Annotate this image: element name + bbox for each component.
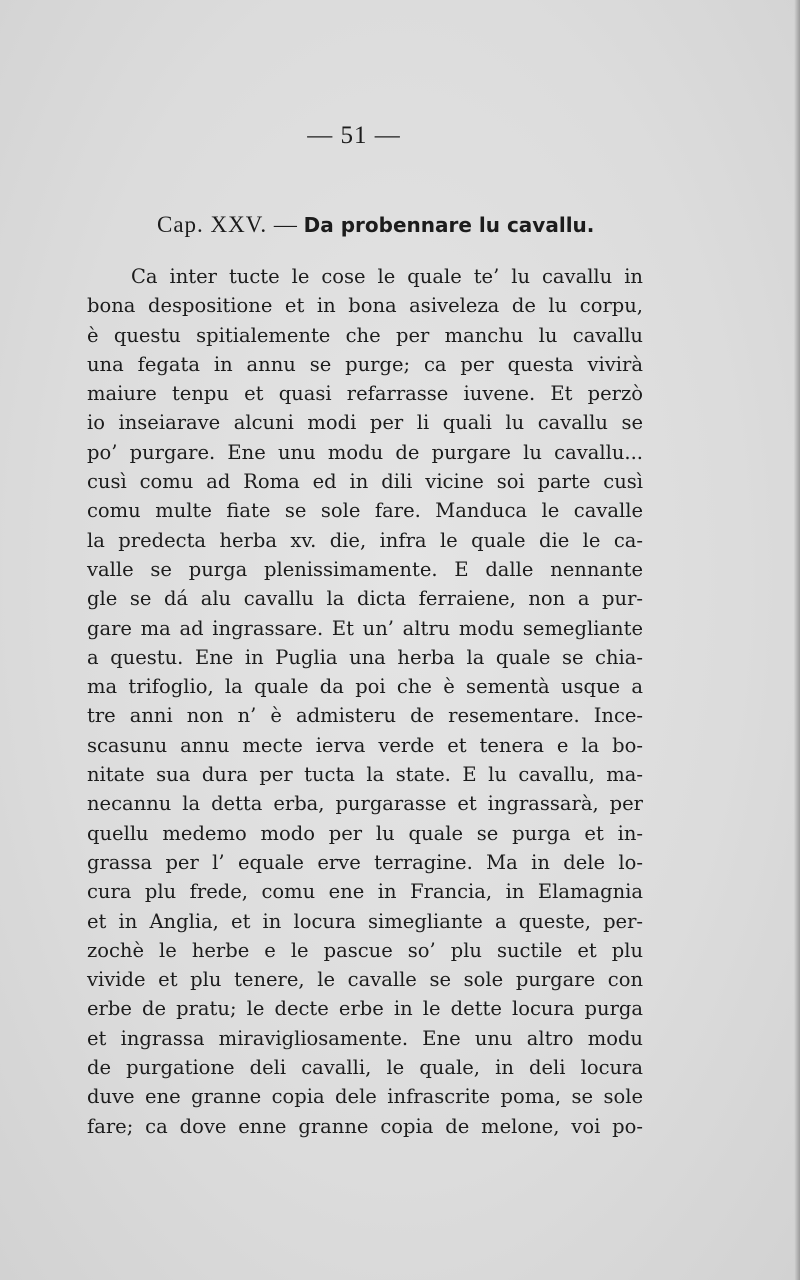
text-line: è questu spitialemente che per manchu lu cavallu: [87, 323, 643, 347]
chapter-label: Cap. XXV. —: [157, 212, 298, 237]
text-line: scasunu annu mecte ierva verde et tenera e la bo-: [87, 733, 643, 757]
text-line: a questu. Ene in Puglia una herba la quale se chia-: [87, 645, 643, 669]
text-line: una fegata in annu se purge; ca per questa vivirà: [87, 352, 643, 376]
text-line: maiure tenpu et quasi refarrasse iuvene. Et perzò: [87, 382, 643, 406]
text-line: bona despositione et in bona asiveleza de lu corpu,: [87, 294, 643, 318]
text-line: et ingrassa miravigliosamente. Ene unu altro modu: [87, 1026, 643, 1050]
text-line: po’ purgare. Ene unu modu de purgare lu cavallu...: [87, 440, 643, 464]
body-text: [87, 262, 643, 1141]
text-line: cusì comu ad Roma ed in dili vicine soi parte cusì: [87, 470, 643, 494]
chapter-heading: [157, 212, 594, 238]
text-line: gare ma ad ingrassare. Et un’ altru modu semegliante: [87, 616, 643, 640]
text-line: necannu la detta erba, purgarasse et ingrassarà, per: [87, 792, 643, 816]
text-line: quellu medemo modo per lu quale se purga et in-: [87, 821, 643, 845]
text-line: zochè le herbe e le pascue so’ plu suctile et plu: [87, 938, 643, 962]
text-line: duve ene granne copia dele infrascrite poma, se sole: [87, 1085, 643, 1109]
text-line: de purgatione deli cavalli, le quale, in deli locura: [87, 1056, 643, 1080]
text-line: cura plu frede, comu ene in Francia, in Elamagnia: [87, 880, 643, 904]
page-edge-shadow: [794, 0, 800, 1280]
text-line: fare; ca dove enne granne copia de melone, voi po-: [87, 1114, 643, 1138]
chapter-title: Da probennare lu cavallu.: [303, 213, 595, 237]
text-line: erbe de pratu; le decte erbe in le dette locura purga: [87, 997, 643, 1021]
text-line: nitate sua dura per tucta la state. E lu cavallu, ma-: [87, 763, 643, 787]
text-line: et in Anglia, et in locura simegliante a queste, per-: [87, 909, 643, 933]
text-line: io inseiarave alcuni modi per li quali lu cavallu se: [87, 411, 643, 435]
text-line: grassa per l’ equale erve terragine. Ma in dele lo-: [87, 850, 643, 874]
text-line: la predecta herba xv. die, infra le quale die le ca-: [87, 528, 643, 552]
text-line: ma trifoglio, la quale da poi che è sementà usque a: [87, 675, 643, 699]
text-line: valle se purga plenissimamente. E dalle nennante: [87, 557, 643, 581]
page-number: — 51 —: [307, 122, 401, 149]
text-line: comu multe fiate se sole fare. Manduca le cavalle: [87, 499, 643, 523]
text-line: gle se dá alu cavallu la dicta ferraiene, non a pur-: [87, 587, 643, 611]
text-line: vivide et plu tenere, le cavalle se sole purgare con: [87, 968, 643, 992]
text-line: tre anni non n’ è admisteru de resementare. Ince-: [87, 704, 643, 728]
text-line: Ca inter tucte le cose le quale te’ lu cavallu in: [131, 265, 643, 288]
